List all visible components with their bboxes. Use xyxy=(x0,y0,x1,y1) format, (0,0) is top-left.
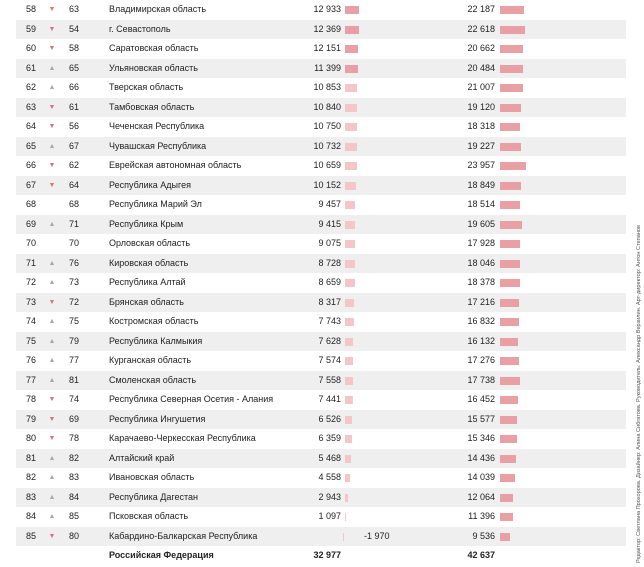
bar-value-2 xyxy=(500,513,513,521)
bar-value-1 xyxy=(345,201,355,209)
bar-value-2 xyxy=(500,201,520,209)
rank-cell: 64 xyxy=(26,121,37,131)
value-1: 8 317 xyxy=(318,296,341,307)
previous-rank-cell: 83 xyxy=(69,472,80,482)
bar-value-2 xyxy=(500,162,526,170)
bar-value-1 xyxy=(345,182,356,190)
arrow-up-icon: ▲ xyxy=(48,142,56,150)
previous-rank-cell: 81 xyxy=(69,374,80,385)
bar-value-1 xyxy=(345,84,357,92)
arrow-up-icon: ▲ xyxy=(48,259,56,267)
previous-rank-cell: 69 xyxy=(69,413,80,424)
arrow-up-icon: ▲ xyxy=(48,357,56,364)
table-row xyxy=(16,20,626,40)
previous-rank-cell: 63 xyxy=(69,4,80,14)
total-value-1: 32 977 xyxy=(313,550,341,560)
value-2: 20 662 xyxy=(467,43,495,53)
region-name: Саратовская область xyxy=(109,43,199,53)
arrow-down-icon: ▼ xyxy=(48,162,56,169)
rank-cell: 61 xyxy=(26,62,37,73)
arrow-up-icon: ▲ xyxy=(48,220,56,228)
value-1: 7 441 xyxy=(318,394,341,404)
region-name: Республика Адыгея xyxy=(109,179,191,190)
value-1: 6 359 xyxy=(318,433,341,443)
bar-value-2 xyxy=(500,279,520,287)
rank-cell: 60 xyxy=(26,43,37,53)
table-row xyxy=(16,332,626,352)
bar-value-1 xyxy=(345,65,358,73)
arrow-up-icon: ▲ xyxy=(48,84,56,91)
value-2: 22 187 xyxy=(467,4,495,14)
value-1: 10 853 xyxy=(313,82,341,92)
bar-value-2 xyxy=(500,396,518,404)
region-name: Республика Северная Осетия - Алания xyxy=(109,394,274,404)
rank-cell: 66 xyxy=(26,160,37,170)
value-1: 8 728 xyxy=(318,257,341,268)
region-name: Ивановская область xyxy=(109,472,195,482)
region-name: Владимирская область xyxy=(109,4,207,14)
previous-rank-cell: 74 xyxy=(69,394,80,404)
value-1: 9 415 xyxy=(318,218,341,229)
table-row xyxy=(16,410,626,430)
value-2: 18 849 xyxy=(467,179,495,190)
bar-value-2 xyxy=(500,45,523,53)
value-1: 12 151 xyxy=(313,43,341,53)
bar-value-1 xyxy=(345,377,353,385)
rank-cell: 83 xyxy=(26,491,37,502)
value-2: 18 514 xyxy=(467,199,495,209)
table-row xyxy=(16,0,626,20)
previous-rank-cell: 56 xyxy=(69,121,80,131)
bar-value-2 xyxy=(500,6,524,14)
table-row xyxy=(16,390,626,410)
bar-value-2 xyxy=(500,299,519,307)
value-1: 10 659 xyxy=(313,160,341,170)
total-name: Российская Федерация xyxy=(109,550,214,560)
value-2: 16 132 xyxy=(467,335,495,346)
table-row xyxy=(16,39,626,59)
rank-cell: 84 xyxy=(26,511,37,521)
rank-cell: 65 xyxy=(26,140,37,151)
bar-value-2 xyxy=(500,182,521,190)
bar-value-2 xyxy=(500,494,513,502)
arrow-up-icon: ▲ xyxy=(48,279,56,286)
value-1: 1 097 xyxy=(318,511,341,521)
bar-value-1 xyxy=(345,104,357,112)
value-1: 10 840 xyxy=(313,101,341,112)
region-name: Республика Алтай xyxy=(109,277,186,287)
rank-cell: 67 xyxy=(26,179,37,190)
table-row xyxy=(16,488,626,508)
total-row xyxy=(16,546,626,566)
arrow-down-icon: ▼ xyxy=(48,415,56,423)
value-2: 16 452 xyxy=(467,394,495,404)
previous-rank-cell: 70 xyxy=(69,238,80,248)
value-1: 7 743 xyxy=(318,316,341,326)
previous-rank-cell: 67 xyxy=(69,140,80,151)
table-row xyxy=(16,312,626,332)
bar-value-1 xyxy=(345,279,355,287)
region-name: Чувашская Республика xyxy=(109,140,207,151)
previous-rank-cell: 71 xyxy=(69,218,80,229)
region-name: Республика Крым xyxy=(109,218,184,229)
value-1: 2 943 xyxy=(318,491,341,502)
region-name: Республика Ингушетия xyxy=(109,413,206,424)
value-1: 10 732 xyxy=(313,140,341,151)
rank-cell: 63 xyxy=(26,101,37,112)
arrow-up-icon: ▲ xyxy=(48,64,56,72)
table-row xyxy=(16,371,626,391)
region-name: Орловская область xyxy=(109,238,191,248)
arrow-up-icon: ▲ xyxy=(48,376,56,384)
region-name: Республика Дагестан xyxy=(109,491,198,502)
bar-value-2 xyxy=(500,474,515,482)
table-row xyxy=(16,215,626,235)
value-1: 10 152 xyxy=(313,179,341,190)
value-1: 9 075 xyxy=(318,238,341,248)
rank-cell: 74 xyxy=(26,316,37,326)
arrow-down-icon: ▼ xyxy=(48,435,56,442)
value-1: 7 628 xyxy=(318,335,341,346)
rank-cell: 76 xyxy=(26,355,37,365)
region-name: Кабардино-Балкарская Республика xyxy=(109,530,258,541)
value-2: 16 832 xyxy=(467,316,495,326)
arrow-up-icon: ▲ xyxy=(48,337,56,345)
region-name: Карачаево-Черкесская Республика xyxy=(109,433,256,443)
value-1: 12 933 xyxy=(313,4,341,14)
previous-rank-cell: 68 xyxy=(69,199,80,209)
value-2: 12 064 xyxy=(467,491,495,502)
rank-cell: 72 xyxy=(26,277,37,287)
arrow-up-icon: ▲ xyxy=(48,318,56,325)
value-1: 7 574 xyxy=(318,355,341,365)
bar-value-1 xyxy=(343,533,344,541)
arrow-up-icon: ▲ xyxy=(48,454,56,462)
rank-cell: 62 xyxy=(26,82,37,92)
value-2: 19 227 xyxy=(467,140,495,151)
previous-rank-cell: 73 xyxy=(69,277,80,287)
previous-rank-cell: 72 xyxy=(69,296,80,307)
table-row xyxy=(16,156,626,176)
region-name: Кировская область xyxy=(109,257,189,268)
value-2: 19 605 xyxy=(467,218,495,229)
total-value-2: 42 637 xyxy=(467,550,495,560)
region-name: Республика Марий Эл xyxy=(109,199,202,209)
table-row xyxy=(16,468,626,488)
table-row xyxy=(16,176,626,196)
previous-rank-cell: 65 xyxy=(69,62,80,73)
value-2: 17 738 xyxy=(467,374,495,385)
region-name: Тамбовская область xyxy=(109,101,195,112)
arrow-down-icon: ▼ xyxy=(48,396,56,403)
region-name: г. Севастополь xyxy=(109,23,171,34)
bar-value-1 xyxy=(345,513,346,521)
bar-value-2 xyxy=(500,221,522,229)
bar-value-1 xyxy=(345,260,355,268)
arrow-down-icon: ▼ xyxy=(48,123,56,130)
bar-value-2 xyxy=(500,143,521,151)
table-row xyxy=(16,293,626,313)
bar-value-1 xyxy=(345,45,358,53)
previous-rank-cell: 62 xyxy=(69,160,80,170)
bar-value-2 xyxy=(500,26,525,34)
arrow-up-icon: ▲ xyxy=(48,513,56,520)
arrow-down-icon: ▼ xyxy=(48,25,56,33)
table-row xyxy=(16,507,626,527)
value-2: 22 618 xyxy=(467,23,495,34)
arrow-down-icon: ▼ xyxy=(48,103,56,111)
value-2: 17 216 xyxy=(467,296,495,307)
arrow-up-icon: ▲ xyxy=(48,474,56,481)
bar-value-1 xyxy=(345,474,350,482)
table-row xyxy=(16,195,626,215)
bar-value-2 xyxy=(500,377,520,385)
value-1: 12 369 xyxy=(313,23,341,34)
value-2: 11 396 xyxy=(468,511,495,521)
rank-cell: 71 xyxy=(26,257,37,268)
arrow-down-icon: ▼ xyxy=(48,6,56,13)
bar-value-2 xyxy=(500,416,517,424)
value-2: 18 046 xyxy=(467,257,495,268)
value-1: 5 468 xyxy=(318,452,341,463)
bar-value-2 xyxy=(500,123,520,131)
bar-value-1 xyxy=(345,396,353,404)
bar-value-1 xyxy=(345,6,359,14)
previous-rank-cell: 79 xyxy=(69,335,80,346)
bar-value-1 xyxy=(345,123,357,131)
value-1: 4 558 xyxy=(318,472,341,482)
table-row xyxy=(16,254,626,274)
bar-value-1 xyxy=(345,494,348,502)
value-2: 17 928 xyxy=(467,238,495,248)
table-row xyxy=(16,78,626,98)
bar-value-1 xyxy=(345,240,355,248)
value-2: 14 436 xyxy=(467,452,495,463)
value-2: 14 039 xyxy=(467,472,495,482)
previous-rank-cell: 80 xyxy=(69,530,80,541)
value-2: 23 957 xyxy=(467,160,495,170)
rank-cell: 77 xyxy=(26,374,37,385)
table-row xyxy=(16,117,626,137)
table-row xyxy=(16,527,626,547)
region-name: Тверская область xyxy=(109,82,184,92)
bar-value-2 xyxy=(500,260,520,268)
value-2: 18 378 xyxy=(467,277,495,287)
previous-rank-cell: 76 xyxy=(69,257,80,268)
table-row xyxy=(16,137,626,157)
rank-cell: 79 xyxy=(26,413,37,424)
value-1: 9 457 xyxy=(318,199,341,209)
rank-cell: 78 xyxy=(26,394,37,404)
rank-cell: 85 xyxy=(26,530,37,541)
previous-rank-cell: 78 xyxy=(69,433,80,443)
arrow-down-icon: ▼ xyxy=(48,45,56,52)
previous-rank-cell: 64 xyxy=(69,179,80,190)
bar-value-2 xyxy=(500,533,510,541)
rank-cell: 73 xyxy=(26,296,37,307)
rank-cell: 58 xyxy=(26,4,37,14)
value-1: 7 558 xyxy=(318,374,341,385)
bar-value-1 xyxy=(345,357,353,365)
credits-text: Редактор: Светлана Прохорова. Дизайнер: Алина Сибгатова. Руководитель: Александр Верзилин. Арт-директор: Антон Степанов xyxy=(636,224,642,563)
bar-value-2 xyxy=(500,104,521,112)
rank-cell: 81 xyxy=(26,452,37,463)
rank-cell: 70 xyxy=(26,238,37,248)
table-row xyxy=(16,449,626,469)
bar-value-1 xyxy=(345,338,353,346)
bar-value-1 xyxy=(345,416,352,424)
rank-cell: 75 xyxy=(26,335,37,346)
rank-cell: 59 xyxy=(26,23,37,34)
bar-value-2 xyxy=(500,435,517,443)
value-1: 8 659 xyxy=(318,277,341,287)
previous-rank-cell: 82 xyxy=(69,452,80,463)
value-1: 10 750 xyxy=(313,121,341,131)
table-row xyxy=(16,59,626,79)
previous-rank-cell: 84 xyxy=(69,491,80,502)
value-2: 9 536 xyxy=(472,530,495,541)
table-row xyxy=(16,429,626,449)
previous-rank-cell: 54 xyxy=(69,23,80,34)
bar-value-2 xyxy=(500,240,520,248)
value-2: 19 120 xyxy=(467,101,495,112)
region-name: Еврейская автономная область xyxy=(109,160,242,170)
value-1: 11 399 xyxy=(314,62,341,73)
bar-value-1 xyxy=(345,435,352,443)
previous-rank-cell: 75 xyxy=(69,316,80,326)
value-2: 20 484 xyxy=(467,62,495,73)
ranking-table xyxy=(16,0,626,566)
arrow-down-icon: ▼ xyxy=(48,181,56,189)
region-name: Курганская область xyxy=(109,355,192,365)
region-name: Псковская область xyxy=(109,511,189,521)
value-2: 21 007 xyxy=(467,82,495,92)
previous-rank-cell: 77 xyxy=(69,355,80,365)
region-name: Республика Калмыкия xyxy=(109,335,203,346)
value-2: 15 577 xyxy=(467,413,495,424)
table-row xyxy=(16,273,626,293)
bar-value-1 xyxy=(345,455,351,463)
rank-cell: 68 xyxy=(26,199,37,209)
arrow-down-icon: ▼ xyxy=(48,532,56,540)
table-row xyxy=(16,234,626,254)
previous-rank-cell: 61 xyxy=(69,101,80,112)
rank-cell: 69 xyxy=(26,218,37,229)
bar-value-1 xyxy=(345,143,357,151)
arrow-down-icon: ▼ xyxy=(48,298,56,306)
value-2: 15 346 xyxy=(467,433,495,443)
arrow-up-icon: ▲ xyxy=(48,493,56,501)
region-name: Чеченская Республика xyxy=(109,121,205,131)
bar-value-2 xyxy=(500,338,518,346)
region-name: Костромская область xyxy=(109,316,199,326)
region-name: Ульяновская область xyxy=(109,62,198,73)
bar-value-1 xyxy=(345,221,355,229)
region-name: Алтайский край xyxy=(109,452,175,463)
bar-value-1 xyxy=(345,26,359,34)
previous-rank-cell: 58 xyxy=(69,43,80,53)
bar-value-1 xyxy=(345,299,354,307)
table-row xyxy=(16,351,626,371)
rank-cell: 82 xyxy=(26,472,37,482)
value-2: 18 318 xyxy=(467,121,495,131)
bar-value-1 xyxy=(345,162,357,170)
bar-value-2 xyxy=(500,455,516,463)
bar-value-1 xyxy=(345,318,354,326)
table-row xyxy=(16,98,626,118)
bar-value-2 xyxy=(500,65,523,73)
previous-rank-cell: 66 xyxy=(69,82,80,92)
bar-value-2 xyxy=(500,84,523,92)
value-1: -1 970 xyxy=(364,530,390,541)
rank-cell: 80 xyxy=(26,433,37,443)
previous-rank-cell: 85 xyxy=(69,511,80,521)
region-name: Смоленская область xyxy=(109,374,197,385)
bar-value-2 xyxy=(500,357,519,365)
value-1: 6 526 xyxy=(318,413,341,424)
region-name: Брянская область xyxy=(109,296,184,307)
bar-value-2 xyxy=(500,318,519,326)
value-2: 17 276 xyxy=(467,355,495,365)
